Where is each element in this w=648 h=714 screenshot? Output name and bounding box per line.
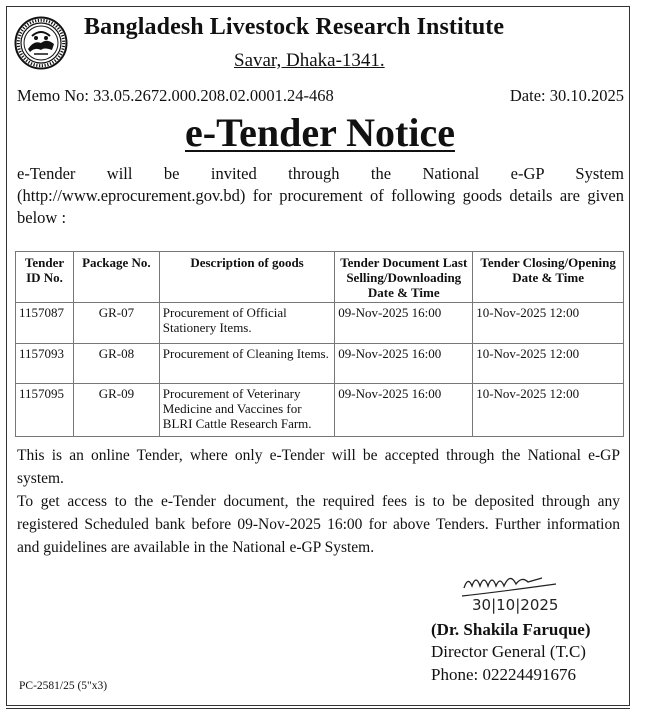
cell-description: Procurement of Official Stationery Items.: [159, 303, 335, 344]
bottom-divider: [6, 708, 630, 709]
cell-closing: 10-Nov-2025 12:00: [473, 344, 624, 384]
cell-description: Procurement of Cleaning Items.: [159, 344, 335, 384]
header-last-selling: Tender Document Last Selling/Downloading Date & Time: [335, 252, 473, 303]
org-name: Bangladesh Livestock Research Institute: [84, 14, 505, 40]
access-paragraph: To get access to the e-Tender document, the required fees is to be deposited through any registered Scheduled bank before 09-Nov-2025 16:00 for above Tenders. Further information and guidelines are available in the National e-GP System.: [17, 493, 620, 556]
cell-tender-id: 1157093: [16, 344, 74, 384]
cell-tender-id: 1157087: [16, 303, 74, 344]
signer-title: Director General (T.C): [431, 642, 586, 661]
memo-number: Memo No: 33.05.2672.000.208.02.0001.24-468: [17, 86, 334, 105]
cell-last-selling: 09-Nov-2025 16:00: [335, 303, 473, 344]
signature-image: [458, 566, 578, 618]
cell-package: GR-09: [73, 384, 159, 437]
pc-reference: PC-2581/25 (5"x3): [19, 680, 108, 692]
table-row: [16, 344, 624, 384]
blri-emblem-icon: [14, 16, 68, 70]
signature-date: 30|10|2025: [472, 596, 559, 614]
cell-tender-id: 1157095: [16, 384, 74, 437]
header-closing: Tender Closing/Opening Date & Time: [473, 252, 624, 303]
notice-title: e-Tender Notice: [185, 110, 455, 155]
table-row: [16, 303, 624, 344]
cell-closing: 10-Nov-2025 12:00: [473, 384, 624, 437]
cell-description: Procurement of Veterinary Medicine and Vaccines for BLRI Cattle Research Farm.: [159, 384, 335, 437]
cell-closing: 10-Nov-2025 12:00: [473, 303, 624, 344]
cell-last-selling: 09-Nov-2025 16:00: [335, 384, 473, 437]
cell-last-selling: 09-Nov-2025 16:00: [335, 344, 473, 384]
cell-package: GR-08: [73, 344, 159, 384]
table-row: [16, 384, 624, 437]
online-tender-paragraph: This is an online Tender, where only e-Tender will be accepted through the National e-GP system.: [17, 447, 620, 487]
header-description: Description of goods: [159, 252, 335, 303]
cell-package: GR-07: [73, 303, 159, 344]
signer-name: (Dr. Shakila Faruque): [431, 620, 591, 639]
intro-paragraph: e-Tender will be invited through the National e-GP System (http://www.eprocurement.gov.bd) for procurement of following goods details are given below :: [17, 164, 624, 227]
signer-phone: Phone: 02224491676: [431, 665, 576, 684]
header-tender-id: Tender ID No.: [16, 252, 74, 303]
header-package: Package No.: [73, 252, 159, 303]
org-address: Savar, Dhaka-1341.: [234, 50, 385, 71]
body-text: [17, 444, 620, 559]
notice-date: Date: 30.10.2025: [509, 86, 624, 105]
table-header-row: [16, 252, 624, 303]
tender-table: [15, 251, 624, 437]
